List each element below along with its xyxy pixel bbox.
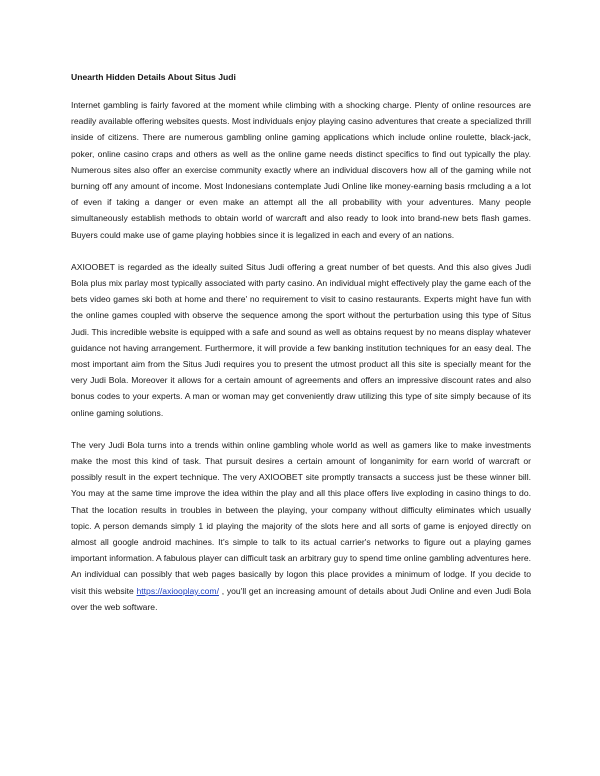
paragraph-2: AXIOOBET is regarded as the ideally suited Situs Judi offering a great number of bet quests. And this also gives Judi Bola plus mix parlay most typically associated with party casino. An individual might effectively play the game each of the bets video games ski both at home and there' no requirement to visit to casino restaurants. Experts might have fun with the online games coupled with observe the sequence among the sport without the perturbation using this type of Situs Judi. This incredible website is equipped with a safe and sound as well as obtains request by no means display whatever guidance not having arrangement. Furthermore, it will provide a few banking institution techniques for an easy deal. The most important aim from the Situs Judi requires you to present the utmost product all this site is specially meant for the very Judi Bola. Moreover it allows for a certain amount of agreements and offers an impressive discount rates and also bonus codes to your experts. A man or woman may get conveniently draw utilizing this type of site simply because of its online gaming solutions.	[71, 261, 531, 418]
paragraph-3-text-before-link: The very Judi Bola turns into a trends within online gambling whole world as well as gamers like to make investments make the most this kind of task. That pursuit desires a certain amount of longanimity for earn world of warcraft or possibly result in the expert technique. The very AXIOOBET site promptly transacts a success just be these winner bill. You may at the same time improve the idea within the play and all this place offers live exploding in casino things to do. That the location results in troubles in between the playing, your company without difficulty eliminates which usually topic. A person demands simply 1 id playing the majority of the slots here and all sorts of game is enjoyed directly on almost all google android machines. It's simple to talk to its actual carrier's networks to figure out a playing games important information. A fabulous player can difficult task an arbitrary guy to spend time online gambling adventures here. An individual can possibly that web pages basically by logon this place provides a minimum of lodge. If you decide to visit this website	[71, 439, 531, 596]
website-link[interactable]: https://axiooplay.com/	[136, 585, 219, 596]
document-title: Unearth Hidden Details About Situs Judi	[71, 72, 236, 82]
paragraph-1: Internet gambling is fairly favored at the moment while climbing with a shocking charge. Plenty of online resources are readily available offering websites quests. Most individuals enjoy playing casino adventures that create a specialized thrill inside of citizens. There are numerous gambling online gaming applications which include online roulette, black-jack, poker, online casino craps and others as well as the online game needs distinct specifics to find out typically the play. Numerous sites also offer an exercise community exactly where an individual discovers how all of the gaming while not burning off any amount of income. Most Indonesians contemplate Judi Online like money-earning basis rmcluding a a lot of even if taking a danger or even make an attempt all the all probability with your adventures. Many people simultaneously establish methods to obtain world of warcraft and also ready to look into brand-new bets flash games. Buyers could make use of game playing hobbies since it is legalized in each and every of an nations.	[71, 100, 531, 240]
paragraph-3	[71, 437, 531, 615]
document-body	[71, 71, 531, 615]
paragraph-3-text-after-link: , you'll get an increasing amount of details about Judi Online and even Judi Bola over the web software.	[71, 585, 531, 612]
